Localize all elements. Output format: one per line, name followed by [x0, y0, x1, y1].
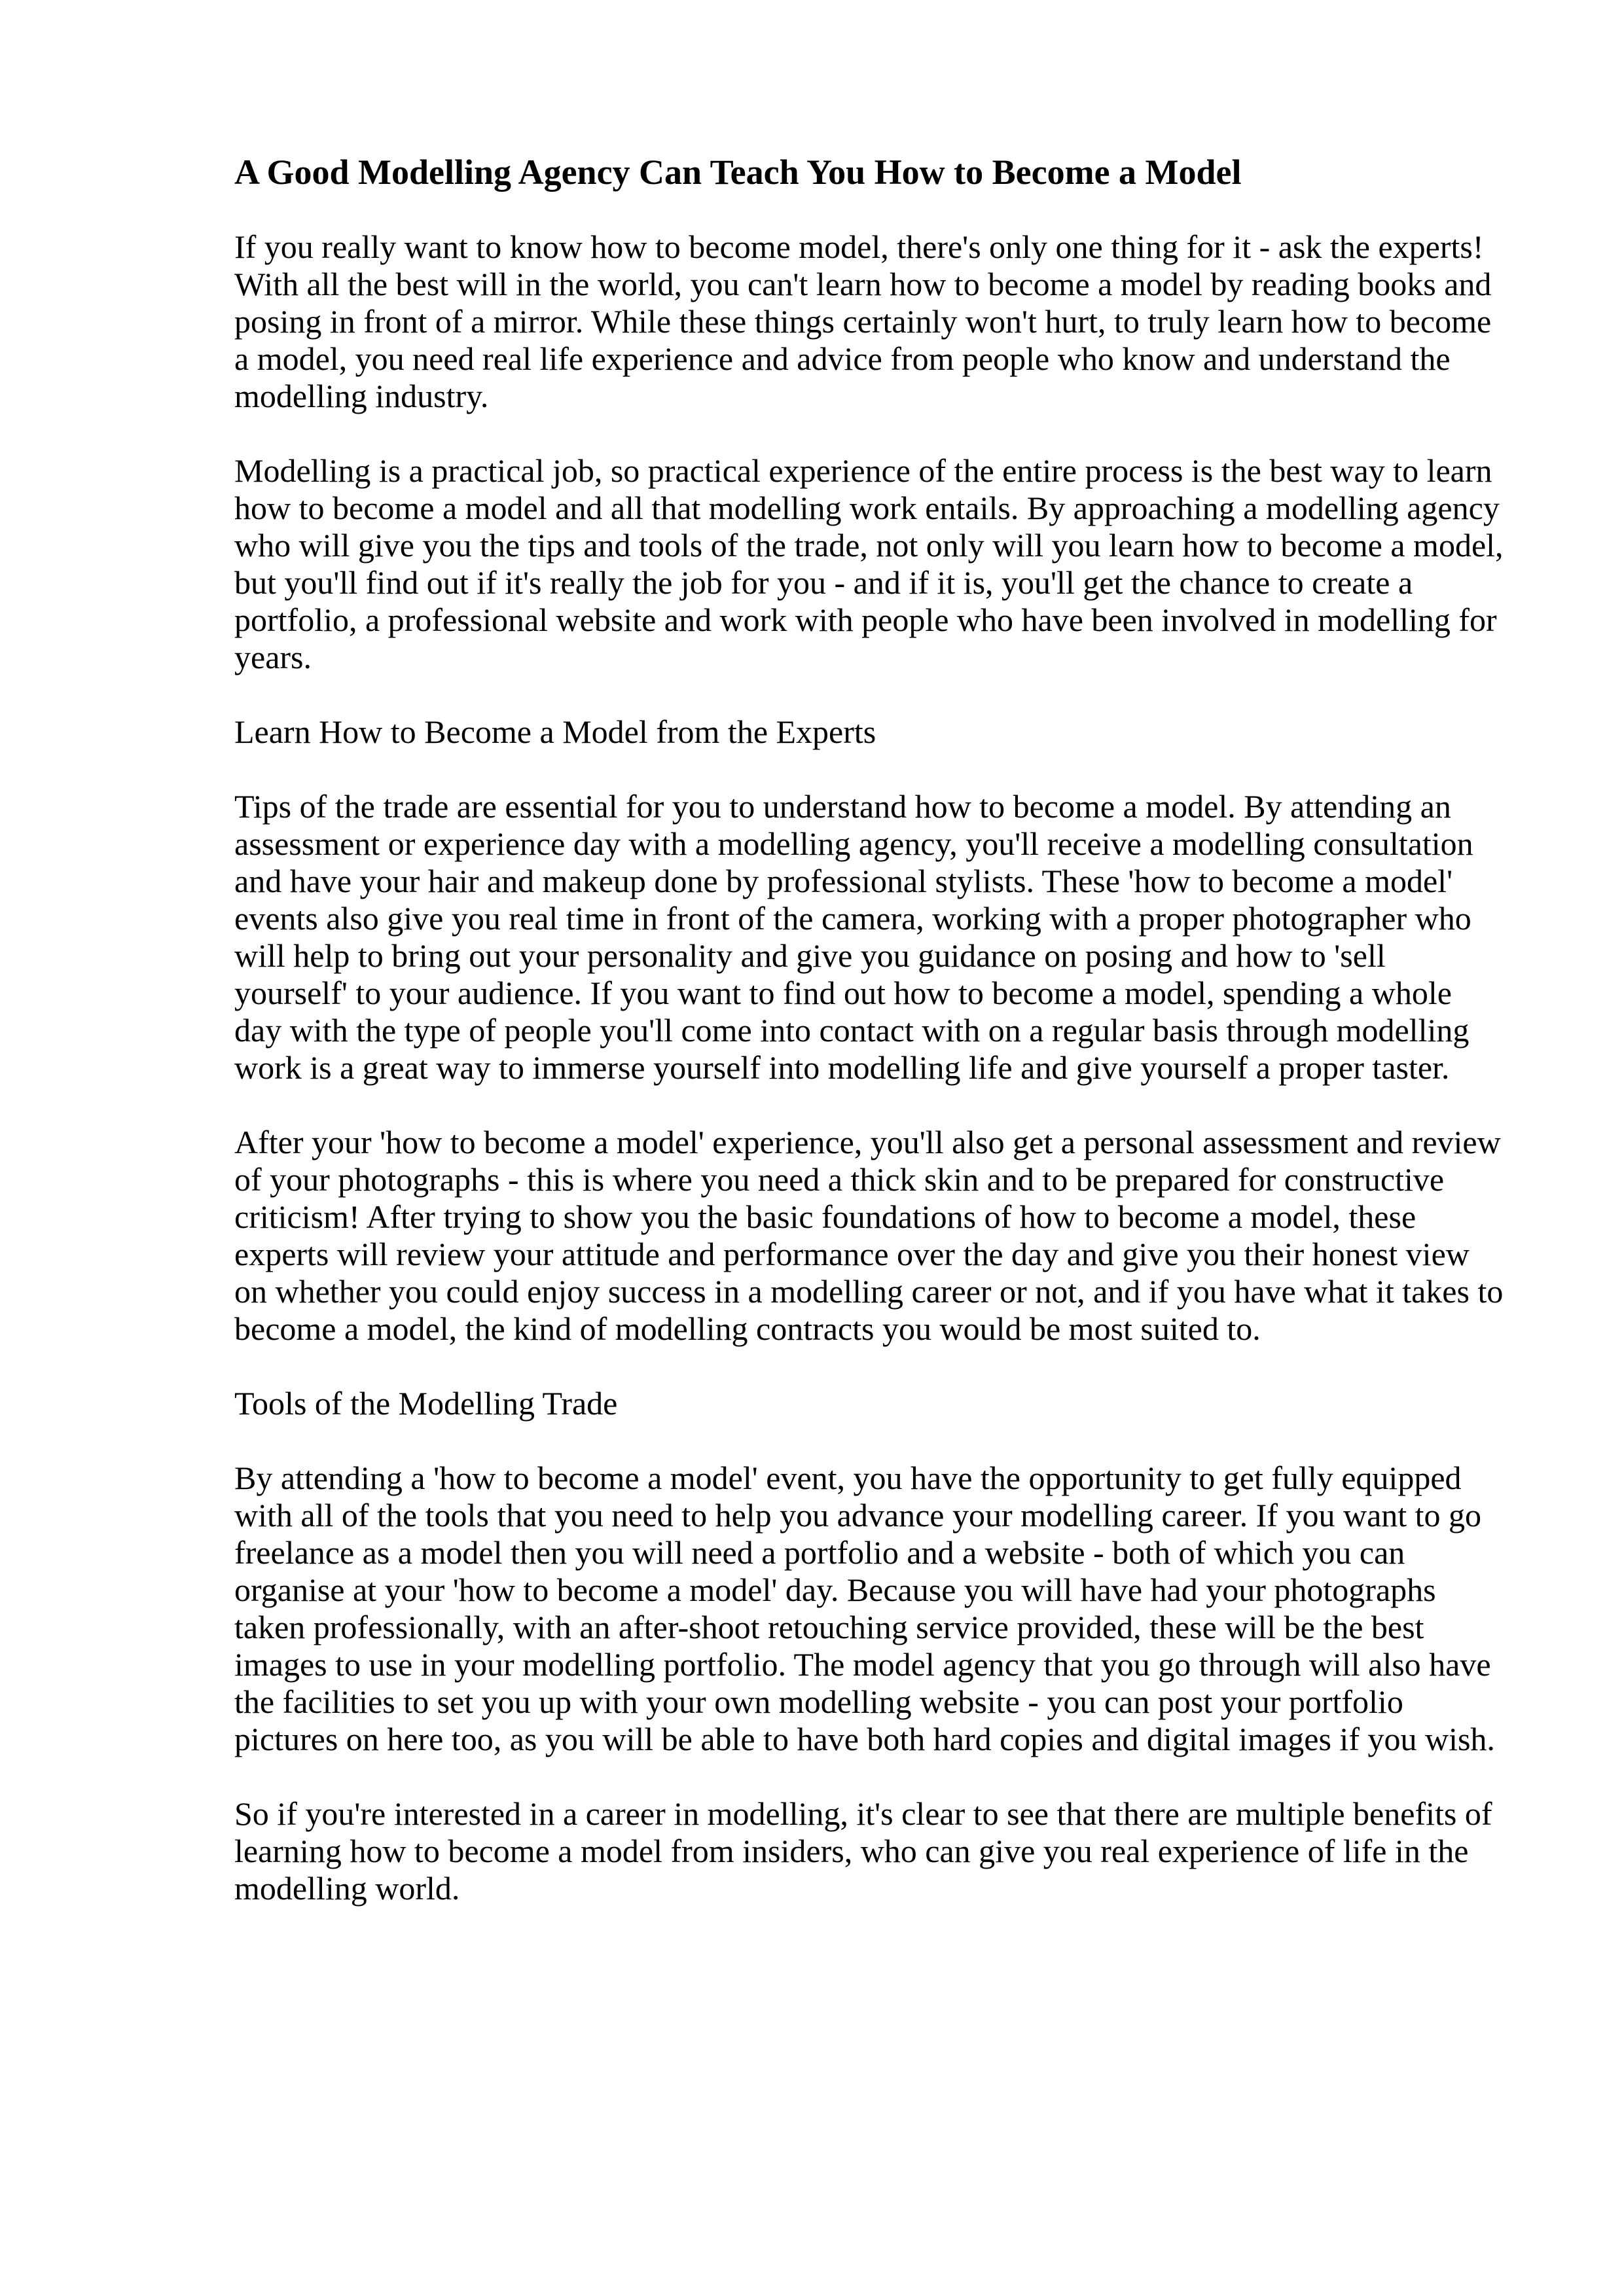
- paragraph: So if you're interested in a career in modelling, it's clear to see that there are multiple benefits of learning how to become a model from insiders, who can give you real experience of life in the modelling world.: [234, 1795, 1492, 1907]
- document-title: A Good Modelling Agency Can Teach You How to Become a Model: [234, 152, 1242, 192]
- paragraph: By attending a 'how to become a model' event, you have the opportunity to get fully equipped with all of the tools that you need to help you advance your modelling career. If you want to go freelance as a model then you will need a portfolio and a website - both of which you can organise at your 'how to become a model' day. Because you will have had your photographs taken professionally, with an after-shoot retouching service provided, these will be the best images to use in your modelling portfolio. The model agency that you go through will also have the facilities to set you up with your own modelling website - you can post your portfolio pictures on here too, as you will be able to have both hard copies and digital images if you wish.: [234, 1460, 1495, 1757]
- paragraph: Tips of the trade are essential for you to understand how to become a model. By attending an assessment or experience day with a modelling agency, you'll receive a modelling consultation and have your hair and makeup done by professional stylists. These 'how to become a model' events also give you real time in front of the camera, working with a proper photographer who will help to bring out your personality and give you guidance on posing and how to 'sell yourself' to your audience. If you want to find out how to become a model, spending a whole day with the type of people you'll come into contact with on a regular basis through modelling work is a great way to immerse yourself into modelling life and give yourself a proper taster.: [234, 788, 1473, 1086]
- section-heading-experts: Learn How to Become a Model from the Experts: [234, 713, 876, 750]
- document-content: [234, 154, 1504, 1945]
- section-heading-tools: Tools of the Modelling Trade: [234, 1385, 618, 1422]
- paragraph: After your 'how to become a model' experience, you'll also get a personal assessment and review of your photographs - this is where you need a thick skin and to be prepared for constructive criticism! After trying to show you the basic foundations of how to become a model, these experts will review your attitude and performance over the day and give you their honest view on whether you could enjoy success in a modelling career or not, and if you have what it takes to become a model, the kind of modelling contracts you would be most suited to.: [234, 1124, 1504, 1347]
- paragraph: If you really want to know how to become model, there's only one thing for it - ask the experts! With all the best will in the world, you can't learn how to become a model by reading books and posing in front of a mirror. While these things certainly won't hurt, to truly learn how to become a model, you need real life experience and advice from people who know and understand the modelling industry.: [234, 228, 1492, 414]
- paragraph: Modelling is a practical job, so practical experience of the entire process is the best way to learn how to become a model and all that modelling work entails. By approaching a modelling agency who will give you the tips and tools of the trade, not only will you learn how to become a model, but you'll find out if it's really the job for you - and if it is, you'll get the chance to create a portfolio, a professional website and work with people who have been involved in modelling for years.: [234, 452, 1504, 675]
